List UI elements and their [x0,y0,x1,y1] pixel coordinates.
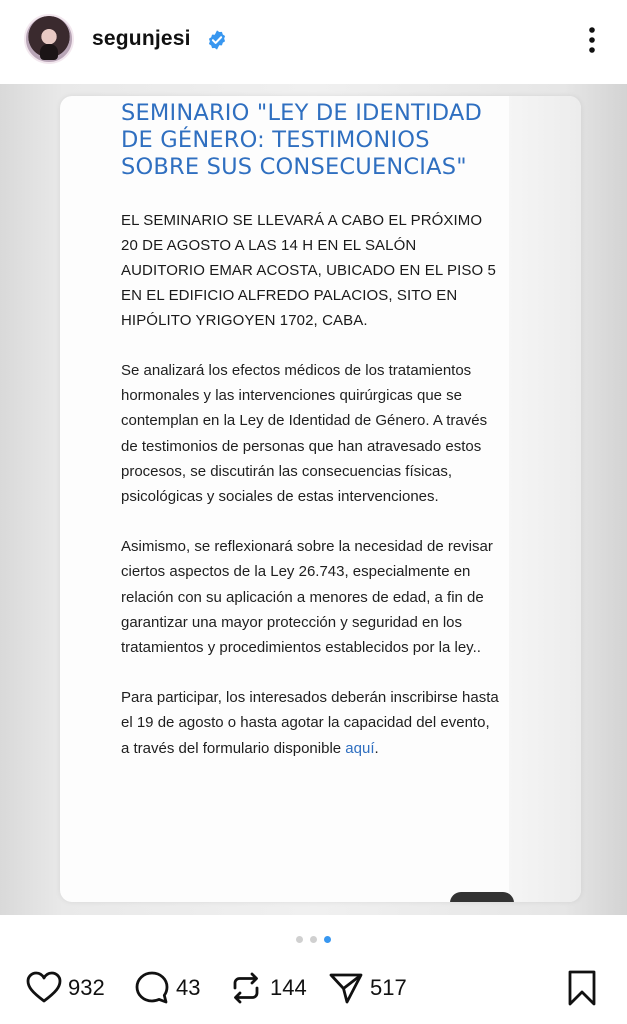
carousel-dot [296,936,303,943]
repost-icon [226,968,266,1008]
event-details: EL SEMINARIO SE LLEVARÁ A CABO EL PRÓXIMO 20 DE AGOSTO A LAS 14 H EN EL SALÓN AUDITORIO EMAR ACOSTA, UBICADO EN EL PISO 5 EN EL EDIFICIO ALFREDO PALACIOS, SITO EN HIPÓLITO YRIGOYEN 1702, CABA. [121,212,496,329]
more-options-icon[interactable] [580,22,604,58]
shares-count: 517 [370,975,407,1000]
reposts-count: 144 [270,975,307,1000]
likes-count: 932 [68,975,105,1000]
avatar[interactable] [24,14,74,64]
card-edge [509,96,581,902]
comment-icon [132,968,172,1008]
link-suffix: . [374,739,379,757]
verified-badge-icon [206,29,228,51]
registration-paragraph [121,685,501,761]
post-header [0,0,627,84]
share-icon [326,968,366,1008]
like-button[interactable] [24,968,105,1008]
repost-button[interactable] [226,968,307,1008]
description-paragraph: Se analizará los efectos médicos de los tratamientos hormonales y las intervenciones quirúrgicas que se contemplan en la Ley de Identidad de Género. A través de testimonios de personas que han atravesado estos procesos, se discutirán las consecuencias físicas, psicológicas y sociales de estas intervenciones. [121,362,488,506]
card-content [121,96,501,761]
carousel-dot [310,936,317,943]
carousel-indicator [296,936,331,943]
form-link[interactable]: aquí [345,739,375,757]
carousel-dot-active [324,936,331,943]
bookmark-icon[interactable] [562,968,602,1008]
action-bar [0,960,627,1024]
comment-button[interactable] [132,968,200,1008]
post-image[interactable] [0,84,627,915]
seminar-title: SEMINARIO "LEY DE IDENTIDAD DE GÉNERO: TESTIMONIOS SOBRE SUS CONSECUENCIAS" [121,100,483,180]
heart-icon [24,968,64,1008]
floating-pill [450,892,514,902]
reflection-paragraph: Asimismo, se reflexionará sobre la necesidad de revisar ciertos aspectos de la Ley 26.743, especialmente en relación con su aplicación a menores de edad, a fin de garantizar una mayor protección y seguridad en los tratamientos y procedimientos establecidos por la ley.. [121,538,493,657]
comments-count: 43 [176,975,201,1000]
username[interactable]: segunjesi [92,27,191,50]
share-button[interactable] [326,968,407,1008]
registration-text: Para participar, los interesados deberán inscribirse hasta el 19 de agosto o hasta agotar la capacidad del evento, a través del formulario disponible [121,689,499,757]
screenshot-card [60,96,581,902]
